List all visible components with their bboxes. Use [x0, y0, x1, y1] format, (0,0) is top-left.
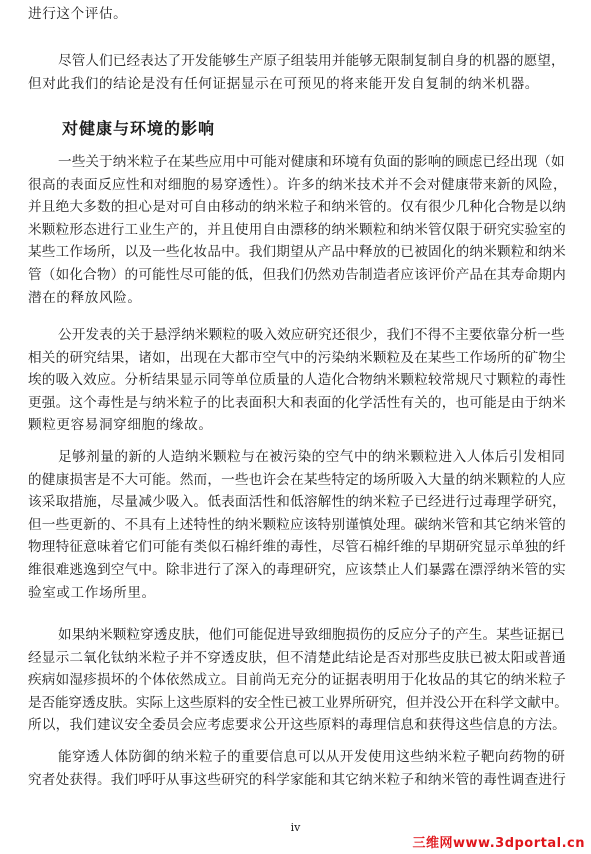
- text-line: 潜在的释放风险。: [28, 289, 142, 306]
- text-line: 但对此我们的结论是没有任何证据显示在可预见的将来能开发自复制的纳米机器。: [28, 75, 539, 92]
- paragraph-self-replication: [28, 50, 568, 95]
- paragraph-drug-delivery: [28, 746, 568, 791]
- text-line: 足够剂量的新的人造纳米颗粒与在被污染的空气中的纳米颗粒进入人体后引发相同: [58, 449, 566, 465]
- section-heading: 对健康与环境的影响: [62, 119, 216, 138]
- text-line: 进行这个评估。: [28, 6, 128, 22]
- text-line: 颗粒更容易洞穿细胞的缘故。: [28, 417, 213, 434]
- text-line: 物理特征意味着它们可能有类似石棉纤维的毒性，尽管石棉纤维的早期研究显示单独的纤: [28, 539, 566, 556]
- text-line: 某些工作场所，以及一些化妆品中。我们期望从产品中释放的已被固化的纳米颗粒和纳米: [28, 244, 566, 261]
- text-line: 埃的吸入效应。分析结果显示同等单位质量的人造化合物纳米颗粒较常规尺寸颗粒的毒性: [28, 372, 566, 389]
- text-line: 管（如化合物）的可能性尽可能的低，但我们仍然劝告制造者应该评价产品在其寿命期内: [28, 266, 566, 283]
- text-line: 很高的表面反应性和对细胞的易穿透性）。许多的纳米技术并不会对健康带来新的风险，: [28, 176, 567, 193]
- text-line: 维很难逃逸到空气中。除非进行了深入的毒理研究，应该禁止人们暴露在漂浮纳米管的实: [28, 561, 566, 578]
- paragraph-dosage: [28, 446, 568, 604]
- text-line: 究者处获得。我们呼吁从事这些研究的科学家能和其它纳米粒子和纳米管的毒性调查进行: [28, 771, 566, 788]
- text-line: 所以，我们建议安全委员会应考虑要求公开这些原料的毒理信息和获得这些信息的方法。: [28, 717, 566, 734]
- text-line: 一些关于纳米粒子在某些应用中可能对健康和环境有负面的影响的顾虑已经出现（如: [58, 154, 565, 170]
- paragraph-inhalation: [28, 324, 568, 437]
- paragraph-continuation: [28, 3, 568, 26]
- text-line: 验室或工作场所里。: [28, 584, 156, 601]
- paragraph-skin: [28, 624, 568, 737]
- text-line: 更强。这个毒性是与纳米粒子的比表面积大和表面的化学活性有关的，也可能是由于纳米: [28, 394, 566, 411]
- paragraph-health-concerns: [28, 151, 568, 309]
- text-line: 尽管人们已经表达了开发能够生产原子组装用并能够无限制复制自身的机器的愿望，: [58, 53, 565, 69]
- text-line: 米颗粒形态进行工业生产的，并且使用自由漂移的纳米颗粒和纳米管仅限于研究实验室的: [28, 221, 566, 238]
- text-line: 的健康损害是不大可能。然而，一些也许会在某些特定的场所吸入大量的纳米颗粒的人应: [28, 471, 566, 488]
- text-line: 是否能穿透皮肤。实际上这些原料的安全性已被工业界所研究，但并没公开在科学文献中。: [28, 694, 568, 711]
- text-line: 但一些更新的、不具有上述特性的纳米颗粒应该特别谨慎处理。碳纳米管和其它纳米管的: [28, 516, 566, 533]
- text-line: 疾病如湿疹损坏的个体依然成立。目前尚无充分的证据表明用于化妆品的其它的纳米粒子: [28, 672, 566, 689]
- page-number: iv: [290, 821, 301, 834]
- text-line: 如果纳米颗粒穿透皮肤，他们可能促进导致细胞损伤的反应分子的产生。某些证据已: [58, 627, 565, 643]
- text-line: 该采取措施，尽量减少吸入。低表面活性和低溶解性的纳米粒子已经进行过毒理学研究，: [28, 494, 566, 511]
- text-line: 能穿透人体防御的纳米粒子的重要信息可以从开发使用这些纳米粒子靶向药物的研: [58, 749, 566, 765]
- text-line: 相关的研究结果，诸如，出现在大都市空气中的污染纳米颗粒及在某些工作场所的矿物尘: [28, 349, 566, 366]
- text-line: 并且绝大多数的担心是对可自由移动的纳米粒子和纳米管的。仅有很少几种化合物是以纳: [28, 199, 566, 216]
- text-line: 经显示二氧化钛纳米粒子并不穿透皮肤，但不清楚此结论是否对那些皮肤已被太阳或普通: [28, 649, 566, 666]
- site-watermark: 三维网www.3dportal.cn: [412, 836, 585, 851]
- text-line: 公开发表的关于悬浮纳米颗粒的吸入效应研究还很少，我们不得不主要依靠分析一些: [58, 327, 565, 343]
